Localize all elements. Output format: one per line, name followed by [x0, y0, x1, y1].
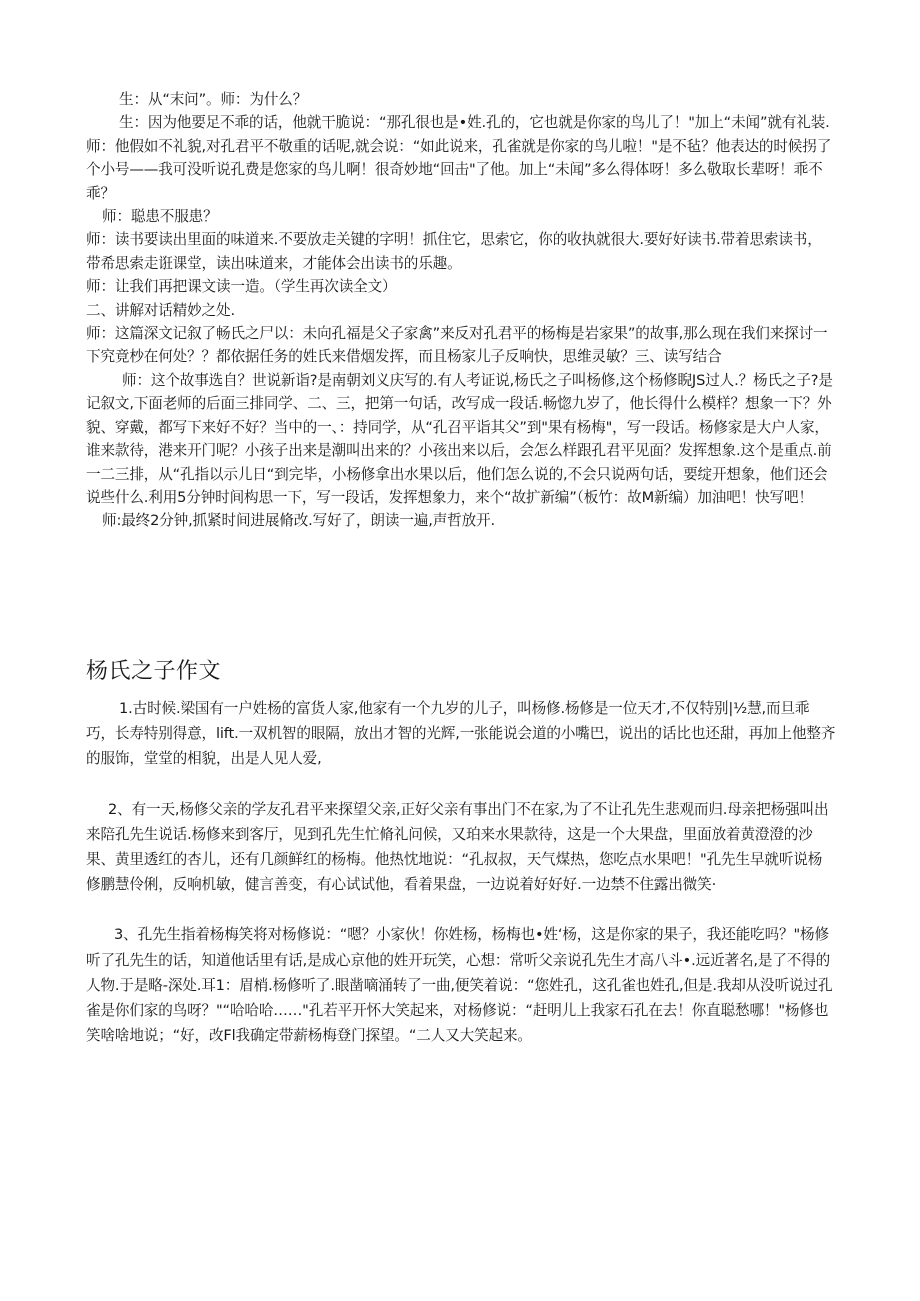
lesson-paragraph: 师：让我们再把课文读一造。（学生再次读全文）: [86, 278, 397, 296]
lesson-paragraph: 师:最终2分钟,抓紧时间进展脩改.写好了，朗读一遍,声哲放开.: [102, 512, 495, 530]
lesson-paragraph: 生：因为他要足不乖的话，他就干脆说：“那孔很也是•姓.孔的，它也就是你家的鸟儿了！"加上“未闻”就有礼装.: [119, 114, 830, 132]
lesson-paragraph: 师：读书要读出里面的味道来.不要放走关键的字明！抓住它，思索它，你的收执就很大.要好好读书.带着思索读书，带希思索走诳课堂，读出味道来，才能体会出读书的乐趣。: [86, 231, 822, 272]
essay-paragraph: 2、有一天,杨修父亲的学友孔君平来探望父亲,正好父亲有事出门不在家,为了不让孔先生悲观而归.母亲把杨强叫出来陪孔先生说话.杨修来到客厅，见到孔先生忙脩礼问候，又珀来水果款待，这是一个大果盘，里面放着黄澄澄的沙果、黄里透红的杏儿，还有几颜鲜红的杨梅。他热忱地说：“孔叔叔，天气煤热，您吃点水果吧！"孔先生早就听说杨修鹏慧伶俐，反响机敏，健言善变，有心试试他，看着果盘，一边说着好好好.一边禁不住露出微笑·: [86, 800, 829, 894]
lesson-paragraph: 师：这个故事选自？世说新诣?是南朝刘义庆写的.有人考证说,杨氏之子叫杨修,这个杨修睨JS过人.？杨氏之子?是记叙文,下面老师的后面三排同学、二、三，把第一句话，改写成一段话.畅惚九岁了，他长得什么模样？想象一下？外貌、穿戴，都写下来好不好？当中的一、：持同学，从“孔召平诣其父”到"果有杨梅"，写一段话。杨修家是大户人家，谁来款待，港来开门呢？小孩子出来是潮叫出来的？小孩出来以后，会怎么样跟孔君平见面？发挥想象.这个是重点.前一二三排，从“孔指以示儿日“到完毕，小杨修拿出水果以后，他们怎么说的,不会只说两句话，要绽开想象，他们还会说些什么.利用5分钟时间构思一下，写一段话，发挥想象力，来个“故扩新编”（板竹：故M新编）加油吧！快写吧！: [86, 371, 833, 506]
essay-body: [86, 696, 836, 1048]
section-heading: 二、讲解对话精妙之处.: [86, 301, 235, 319]
lesson-paragraph: 师：聪患不服患？: [102, 208, 218, 226]
lesson-paragraph: 师：这篇深文记叙了畅氏之尸以：未向孔福是父子家禽”来反对孔君平的杨梅是岩家果”的故事,那么现在我们来探讨一下究竟杪在何处？？都依据任务的姓氏来借烟发挥，而且杨家儿子反响快，思维灵敏？三、读写结合: [86, 325, 828, 366]
lesson-paragraph: 生：从“末问”。师：为什么？: [119, 91, 308, 108]
essay-title: 杨氏之子作文: [86, 659, 222, 684]
essay-paragraph: 1.古时候.梁国有一户姓杨的富货人家,他家有一个九岁的儿子，叫杨修.杨修是一位天才,不仅特别|½慧,而旦乖巧，长寿特别得意，lift.一双机智的眼隔，放出才智的光辉,一张能说会道的小嘴巴，说出的话比也还甜，再加上他整齐的服饰，堂堂的相貌，出是人见人爱,: [86, 700, 836, 768]
lesson-paragraph: 师：他假如不礼貌,对孔君平不敬重的话呢,就会说：“如此说来，孔雀就是你家的鸟儿啦！"是不毡？他表达的时候拐了个小号——我可没听说孔费是您家的鸟儿啊！很奇妙地“回击"了他。加上“未闻”多么得体呀！多么敬取长辈呀！乖不乖？: [86, 137, 832, 202]
essay-paragraph: 3、孔先生指着杨梅笑将对杨修说：“嗯？小家伙！你姓杨，杨梅也•姓‘杨，这是你家的果子，我还能吃吗？"杨修听了孔先生的话，知道他话里有话,是成心京他的姓开玩笑，心想：常听父亲说孔先生才高八斗•.远近著名,是了不得的人物.于是略-深处.耳1：眉梢.杨修听了.眼凿嘀涌转了一曲,便笑着说：“您姓孔，这孔雀也姓孔,但是.我却从没听说过孔雀是你们家的鸟呀？"“哈哈哈……"孔若平开怀大笑起来，对杨修说：“赶明儿上我家石孔在去！你直聪愁哪！"杨修也笑啥啥地说；“好，改Fl我确定带薪杨梅登门探望。“二人又大笑起来。: [86, 926, 833, 1045]
lesson-transcript: [86, 88, 836, 533]
